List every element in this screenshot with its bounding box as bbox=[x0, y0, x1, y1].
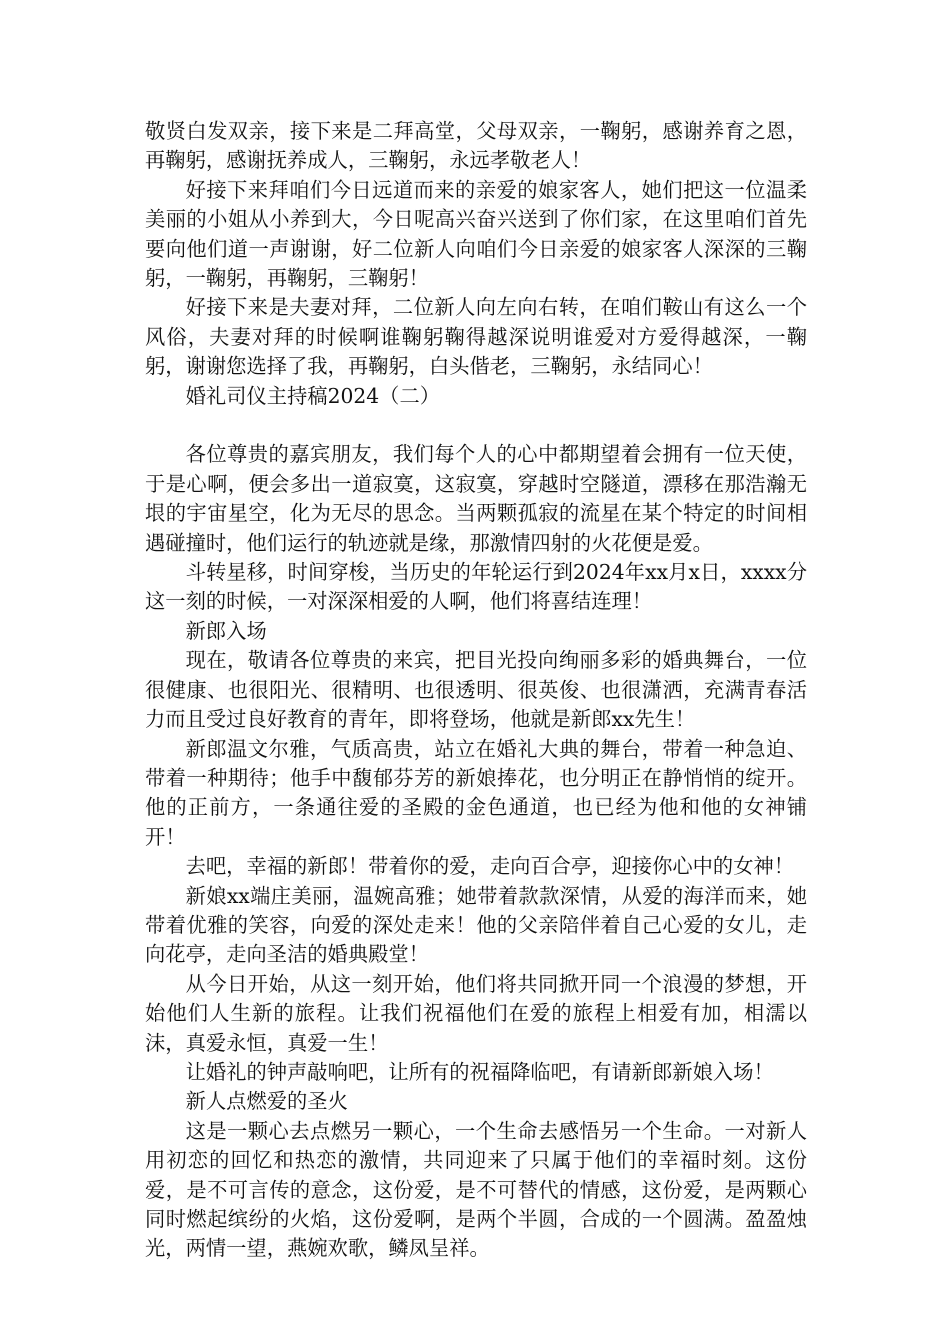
heading-light-fire: 新人点燃爱的圣火 bbox=[185, 1089, 348, 1114]
paragraph-date: 斗转星移，时间穿梭，当历史的年轮运行到2024年xx月x日，xxxx分这一刻的时候，一对深深相爱的人啊，他们将喜结连理！ bbox=[145, 560, 807, 614]
document-body bbox=[145, 117, 807, 1264]
paragraph-opening: 各位尊贵的嘉宾朋友，我们每个人的心中都期望着会拥有一位天使，于是心啊，便会多出一道寂寞，这寂寞，穿越时空隧道，漂移在那浩瀚无垠的宇宙星空，化为无尽的思念。当两颗孤寂的流星在某个特定的时间相遇碰撞时，他们运行的轨迹就是缘，那激情四射的火花便是爱。 bbox=[145, 442, 807, 555]
paragraph-fire: 这是一颗心去点燃另一颗心，一个生命去感悟另一个生命。一对新人用初恋的回忆和热恋的激情，共同迎来了只属于他们的幸福时刻。这份爱，是不可言传的意念，这份爱，是不可替代的情感，这份爱，是两颗心同时燃起缤纷的火焰，这份爱啊，是两个半圆，合成的一个圆满。盈盈烛光，两情一望，燕婉欢歌，鳞凤呈祥。 bbox=[145, 1118, 807, 1261]
paragraph-groom-stage: 新郎温文尔雅，气质高贵，站立在婚礼大典的舞台，带着一种急迫、带着一种期待；他手中馥郁芬芳的新娘捧花，也分明正在静悄悄的绽开。他的正前方，一条通往爱的圣殿的金色通道，也已经为他和他的女神铺开！ bbox=[145, 736, 807, 849]
paragraph-bow-bride-family: 好接下来拜咱们今日远道而来的亲爱的娘家客人，她们把这一位温柔美丽的小姐从小养到大，今日呢高兴奋兴送到了你们家，在这里咱们首先要向他们道一声谢谢，好二位新人向咱们今日亲爱的娘家客人深深的三鞠躬，一鞠躬，再鞠躬，三鞠躬！ bbox=[145, 177, 807, 291]
paragraph-new-journey: 从今日开始，从这一刻开始，他们将共同掀开同一个浪漫的梦想，开始他们人生新的旅程。让我们祝福他们在爱的旅程上相爱有加，相濡以沫，真爱永恒，真爱一生！ bbox=[145, 971, 807, 1055]
paragraph-bow-parents: 敬贤白发双亲，接下来是二拜高堂，父母双亲，一鞠躬，感谢养育之恩，再鞠躬，感谢抚养成人，三鞠躬，永远孝敬老人！ bbox=[145, 119, 807, 173]
paragraph-bride-intro: 新娘xx端庄美丽，温婉高雅；她带着款款深情，从爱的海洋而来，她带着优雅的笑容，向爱的深处走来！他的父亲陪伴着自己心爱的女儿，走向花亭，走向圣洁的婚典殿堂！ bbox=[145, 883, 807, 967]
paragraph-go-groom: 去吧，幸福的新郎！带着你的爱，走向百合亭，迎接你心中的女神！ bbox=[185, 854, 795, 879]
paragraph-wedding-bell: 让婚礼的钟声敲响吧，让所有的祝福降临吧，有请新郎新娘入场！ bbox=[185, 1059, 774, 1084]
paragraph-couple-bow: 好接下来是夫妻对拜，二位新人向左向右转，在咱们鞍山有这么一个风俗，夫妻对拜的时候啊谁鞠躬鞠得越深说明谁爱对方爱得越深，一鞠躬，谢谢您选择了我，再鞠躬，白头偕老，三鞠躬，永结同心！ bbox=[145, 295, 807, 379]
section-title: 婚礼司仪主持稿2024（二） bbox=[185, 383, 441, 408]
paragraph-groom-intro: 现在，敬请各位尊贵的来宾，把目光投向绚丽多彩的婚典舞台，一位很健康、也很阳光、很精明、也很透明、很英俊、也很潇洒，充满青春活力而且受过良好教育的青年，即将登场，他就是新郎xx先生！ bbox=[145, 648, 807, 732]
heading-groom-entrance: 新郎入场 bbox=[185, 618, 267, 643]
